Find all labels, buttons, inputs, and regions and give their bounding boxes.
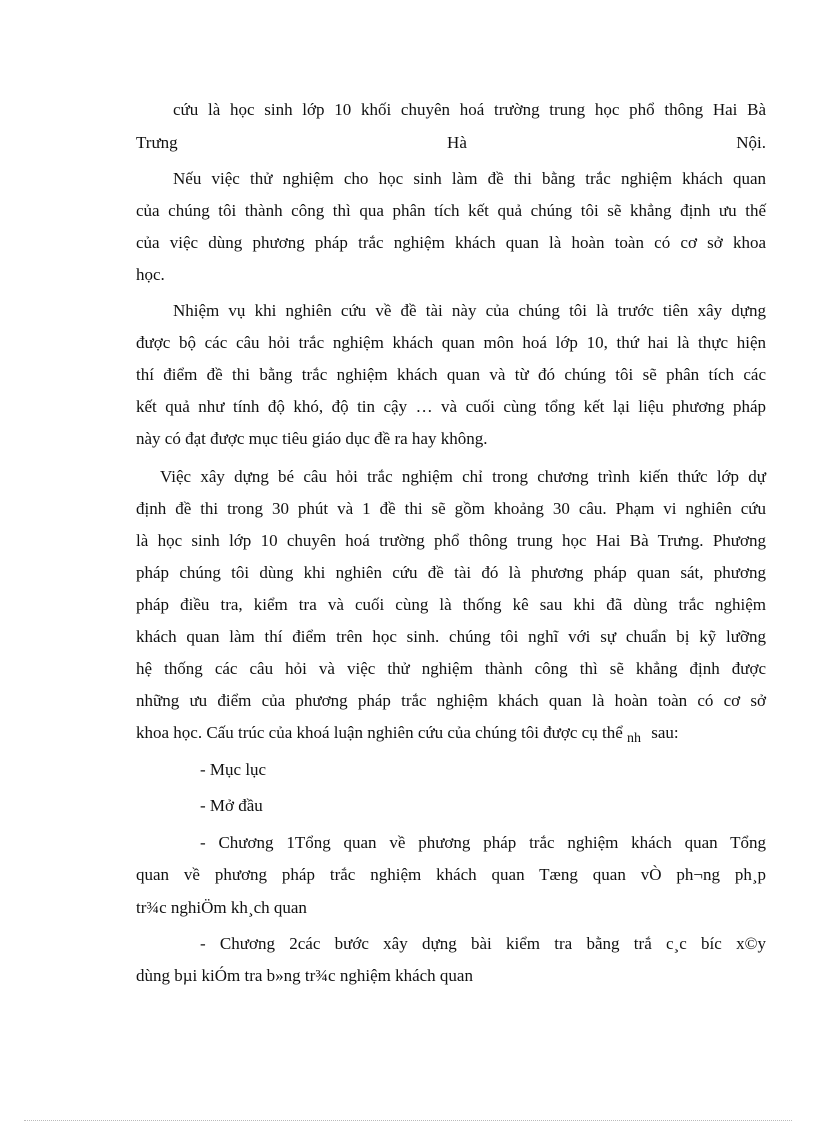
text-line: Nếu việc thử nghiệm cho học sinh làm đề thi bằng trắc nghiệm khách quan	[173, 169, 766, 188]
text-line: học.	[136, 265, 165, 284]
text-line: dùng bµi kiÓm tra b»ng tr¾c nghiệm khách quan	[136, 966, 473, 985]
text-line: tr¾c nghiÖm kh¸ch quan	[136, 898, 307, 917]
text-line: của việc dùng phương pháp trắc nghiệm khách quan là hoàn toàn có cơ sở khoa	[136, 233, 766, 252]
text-line: định đề thi trong 30 phút và 1 đề thi sẽ gồm khoảng 30 câu. Phạm vi nghiên cứu	[136, 499, 766, 518]
text-line: hệ thống các câu hỏi và việc thử nghiệm thành công thì sẽ khẳng định được	[136, 659, 766, 678]
text-line: Việc xây dựng bé câu hỏi trắc nghiệm chỉ trong chương trình kiến thức lớp dự	[160, 467, 766, 486]
text-line: này có đạt được mục tiêu giáo dục đề ra hay không.	[136, 429, 488, 448]
text-line: là học sinh lớp 10 chuyên hoá trường phổ thông trung học Hai Bà Trưng. Phương	[136, 531, 766, 550]
list-item: - Mở đầu	[200, 796, 263, 815]
line-text: sau:	[651, 723, 679, 742]
text-line: cứu là học sinh lớp 10 khối chuyên hoá trường trung học phổ thông Hai Bà	[173, 100, 766, 119]
text-line: thí điểm đề thi bằng trắc nghiệm khách quan và từ đó chúng tôi sẽ phân tích các	[136, 365, 766, 384]
list-item: - Chương 1Tổng quan về phương pháp trắc nghiệm khách quan Tổng	[200, 833, 766, 852]
line-text: khoa học. Cấu trúc của khoá luận nghiên cứu của chúng tôi được cụ thể	[136, 723, 623, 742]
text-line: Nhiệm vụ khi nghiên cứu về đề tài này của chúng tôi là trước tiên xây dựng	[173, 301, 766, 320]
text-line: của chúng tôi thành công thì qua phân tích kết quả chúng tôi sẽ khẳng định ưu thế	[136, 201, 766, 220]
text-line: được bộ các câu hỏi trắc nghiệm khách quan môn hoá lớp 10, thứ hai là thực hiện	[136, 333, 766, 352]
subscript-fragment: nh	[626, 731, 641, 746]
text-line: pháp điều tra, kiểm tra và cuối cùng là thống kê sau khi đã dùng trắc nghiệm	[136, 595, 766, 614]
text-line: khách quan làm thí điểm trên học sinh. chúng tôi nghĩ với sự chuẩn bị kỹ lưỡng	[136, 627, 766, 646]
list-item: - Chương 2các bước xây dựng bài kiểm tra bằng trắ c¸c bíc x©y	[200, 934, 766, 953]
text-line: kết quả như tính độ khó, độ tin cậy … và cuối cùng tổng kết lại liệu phương pháp	[136, 397, 766, 416]
text-line: quan về phương pháp trắc nghiệm khách quan Tæng quan vÒ ph¬ng ph¸p	[136, 865, 766, 884]
text-line: pháp chúng tôi dùng khi nghiên cứu đề tài đó là phương pháp quan sát, phương	[136, 563, 766, 582]
list-item: - Mục lục	[200, 760, 267, 779]
text-line: Trưng Hà Nội.	[136, 133, 766, 152]
text-line: những ưu điểm của phương pháp trắc nghiệm khách quan là hoàn toàn có cơ sở	[136, 691, 766, 710]
text-line	[136, 722, 766, 744]
page-bottom-rule	[24, 1120, 792, 1121]
